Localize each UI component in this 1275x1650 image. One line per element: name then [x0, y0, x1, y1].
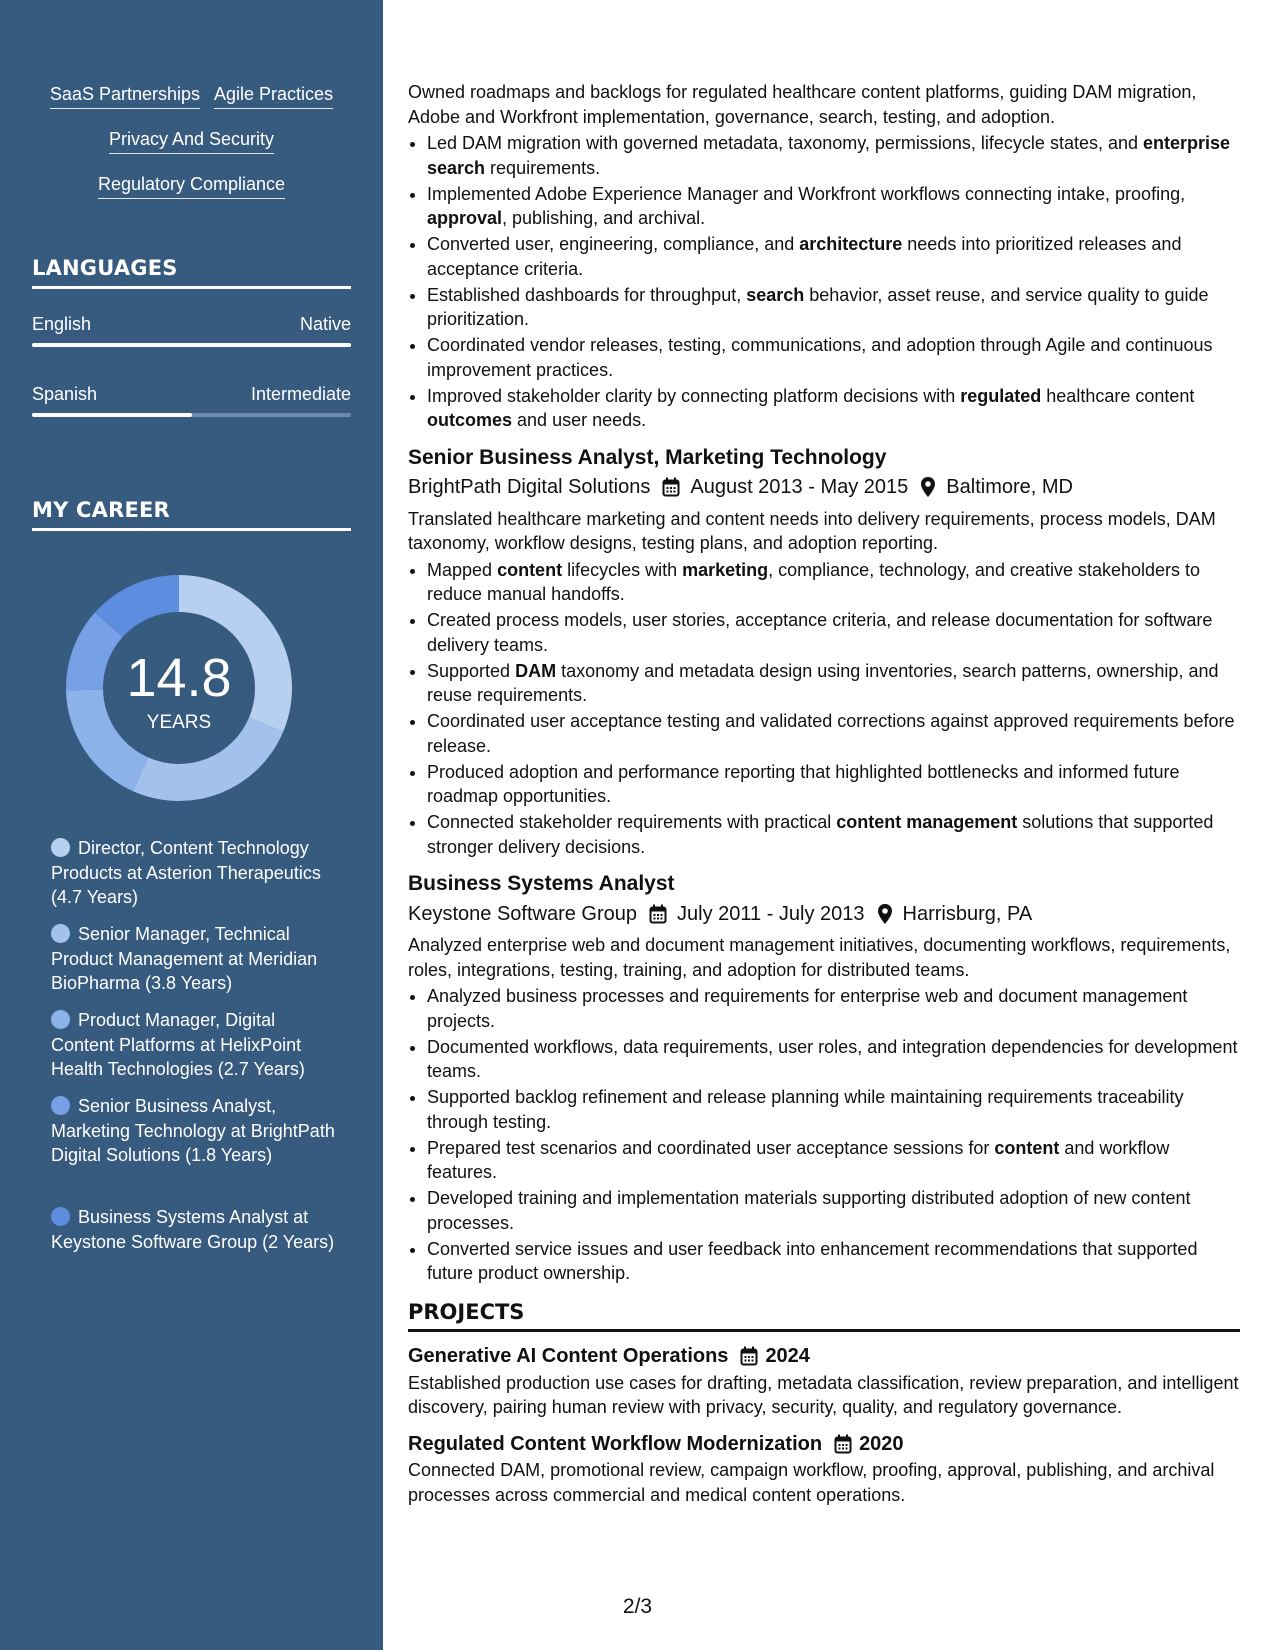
bullet-item: • Supported DAM taxonomy and metadata design using inventories, search patterns, ownership, and reuse requirements. [427, 659, 1240, 708]
job-summary: Analyzed enterprise web and document management initiatives, documenting workflows, requirements, roles, integrations, testing, training, and adoption for distributed teams. [408, 935, 1231, 980]
career-legend-dot [51, 1207, 70, 1226]
experience-bullets [408, 131, 1240, 433]
location-pin-icon [877, 903, 893, 925]
bullet-item: • Improved stakeholder clarity by connecting platform decisions with regulated healthcare content outcomes and user needs. [427, 384, 1240, 433]
job-summary: Translated healthcare marketing and content needs into delivery requirements, process models, DAM taxonomy, workflow designs, testing plans, and adoption reporting. [408, 508, 1216, 553]
language-level: Native [299, 314, 351, 334]
job-entry [408, 446, 1240, 860]
language-proficiency-fill [32, 343, 351, 347]
bullet-item: • Established dashboards for throughput, search behavior, asset reuse, and service quality to guide prioritization. [427, 283, 1240, 332]
project-year: 2024 [765, 1345, 810, 1367]
bullet-item: • Produced adoption and performance reporting that highlighted bottlenecks and informed future roadmap opportunities. [427, 760, 1240, 809]
bullet-item: • Coordinated user acceptance testing and validated corrections against approved requirements before release. [427, 709, 1240, 758]
job-location: Baltimore, MD [946, 476, 1073, 498]
skills-row [0, 129, 383, 154]
calendar-icon [740, 1346, 758, 1366]
career-item [51, 836, 336, 910]
project-entry [408, 1344, 1240, 1420]
bullet-item: • Converted user, engineering, compliance, and architecture needs into prioritized releases and acceptance criteria. [427, 232, 1240, 281]
career-donut-chart [65, 574, 293, 802]
bullet-item: • Mapped content lifecycles with marketing, compliance, technology, and creative stakeholders to reduce manual handoffs. [427, 558, 1240, 607]
language-proficiency-fill [32, 413, 192, 417]
job-title: Senior Business Analyst, Marketing Technology [408, 445, 887, 469]
language-row [32, 384, 351, 405]
career-total-years: 14.8 [126, 648, 232, 708]
project-title: Regulated Content Workflow Modernization [408, 1432, 823, 1455]
career-item [51, 1205, 336, 1254]
project-entry [408, 1432, 1240, 1508]
career-item-text: Senior Manager, Technical Product Management at Meridian BioPharma (3.8 Years) [51, 924, 318, 993]
bullet-item: • Converted service issues and user feedback into enhancement recommendations that supported future product ownership. [427, 1237, 1240, 1286]
bullet-item: • Developed training and implementation materials supporting distributed adoption of new content processes. [427, 1186, 1240, 1235]
career-legend-dot [51, 924, 70, 943]
job-company: BrightPath Digital Solutions [408, 476, 651, 498]
job-dates: July 2011 - July 2013 [677, 902, 865, 925]
experience-intro: Owned roadmaps and backlogs for regulated healthcare content platforms, guiding DAM migration, Adobe and Workfront implementation, governance, search, testing, and adoption. [408, 82, 1197, 127]
career-item [51, 922, 336, 996]
language-level: Intermediate [250, 384, 351, 404]
career-total-unit: YEARS [146, 712, 212, 733]
bullet-item: • Prepared test scenarios and coordinated user acceptance sessions for content and workflow features. [427, 1136, 1240, 1185]
project-description: Connected DAM, promotional review, campaign workflow, proofing, approval, publishing, and archival processes across commercial and medical content operations. [408, 1460, 1215, 1505]
location-pin-icon [920, 476, 936, 498]
bullet-item: • Created process models, user stories, acceptance criteria, and release documentation for software delivery teams. [427, 608, 1240, 657]
language-name: Spanish [32, 384, 98, 404]
bullet-item: • Supported backlog refinement and release planning while maintaining requirements traceability through testing. [427, 1085, 1240, 1134]
bullet-item: • Coordinated vendor releases, testing, communications, and adoption through Agile and continuous improvement practices. [427, 333, 1240, 382]
skill-tag: Privacy And Security [109, 129, 274, 154]
job-meta [408, 475, 1240, 500]
skill-tag: Agile Practices [214, 84, 333, 109]
sidebar [0, 0, 383, 1650]
calendar-icon [662, 477, 680, 497]
career-item-text: Director, Content Technology Products at Asterion Therapeutics (4.7 Years) [51, 838, 321, 907]
career-legend-dot [51, 1010, 70, 1029]
career-item-text: Senior Business Analyst, Marketing Technology at BrightPath Digital Solutions (1.8 Years) [51, 1096, 335, 1165]
career-legend-dot [51, 1096, 70, 1115]
languages-heading: LANGUAGES [32, 256, 351, 289]
job-entry [408, 872, 1240, 1286]
bullet-item: • Analyzed business processes and requirements for enterprise web and document management projects. [427, 984, 1240, 1033]
page-number: 2/3 [622, 1595, 653, 1618]
calendar-icon [649, 904, 667, 924]
job-company: Keystone Software Group [408, 902, 638, 925]
career-item [51, 1094, 336, 1168]
job-meta [408, 902, 1240, 927]
bullet-item: • Documented workflows, data requirements, user roles, and integration dependencies for development teams. [427, 1035, 1240, 1084]
project-title: Generative AI Content Operations [408, 1345, 729, 1367]
career-item [51, 1008, 336, 1082]
language-name: English [32, 314, 92, 334]
skills-row [0, 174, 383, 199]
job-dates: August 2013 - May 2015 [690, 476, 909, 498]
project-title-row [408, 1432, 1240, 1457]
bullet-item: • Implemented Adobe Experience Manager and Workfront workflows connecting intake, proofing, approval, publishing, and archival. [427, 182, 1240, 231]
skills-row [0, 84, 383, 109]
language-proficiency-bar [32, 413, 351, 417]
skill-tag: SaaS Partnerships [50, 84, 200, 109]
calendar-icon [834, 1434, 852, 1454]
language-proficiency-bar [32, 343, 351, 347]
projects-heading: PROJECTS [408, 1300, 1240, 1333]
skill-tag: Regulatory Compliance [98, 174, 285, 199]
career-legend-dot [51, 838, 70, 857]
language-row [32, 314, 351, 335]
project-year: 2020 [859, 1432, 904, 1455]
project-description: Established production use cases for drafting, metadata classification, review preparation, and intelligent discovery, pairing human review with privacy, security, quality, and regulatory governance. [408, 1372, 1239, 1417]
job-bullets [408, 558, 1240, 860]
bullet-item: • Connected stakeholder requirements with practical content management solutions that supported stronger delivery decisions. [427, 810, 1240, 859]
career-item-text: Business Systems Analyst at Keystone Software Group (2 Years) [51, 1207, 335, 1252]
career-item-text: Product Manager, Digital Content Platforms at HelixPoint Health Technologies (2.7 Years) [51, 1010, 305, 1079]
job-location: Harrisburg, PA [902, 902, 1033, 925]
main-content [408, 80, 1240, 1519]
job-title: Business Systems Analyst [408, 872, 675, 895]
job-bullets [408, 984, 1240, 1286]
project-title-row [408, 1344, 1240, 1369]
career-heading: MY CAREER [32, 498, 351, 531]
bullet-item: • Led DAM migration with governed metadata, taxonomy, permissions, lifecycle states, and enterprise search requirements. [427, 131, 1240, 180]
